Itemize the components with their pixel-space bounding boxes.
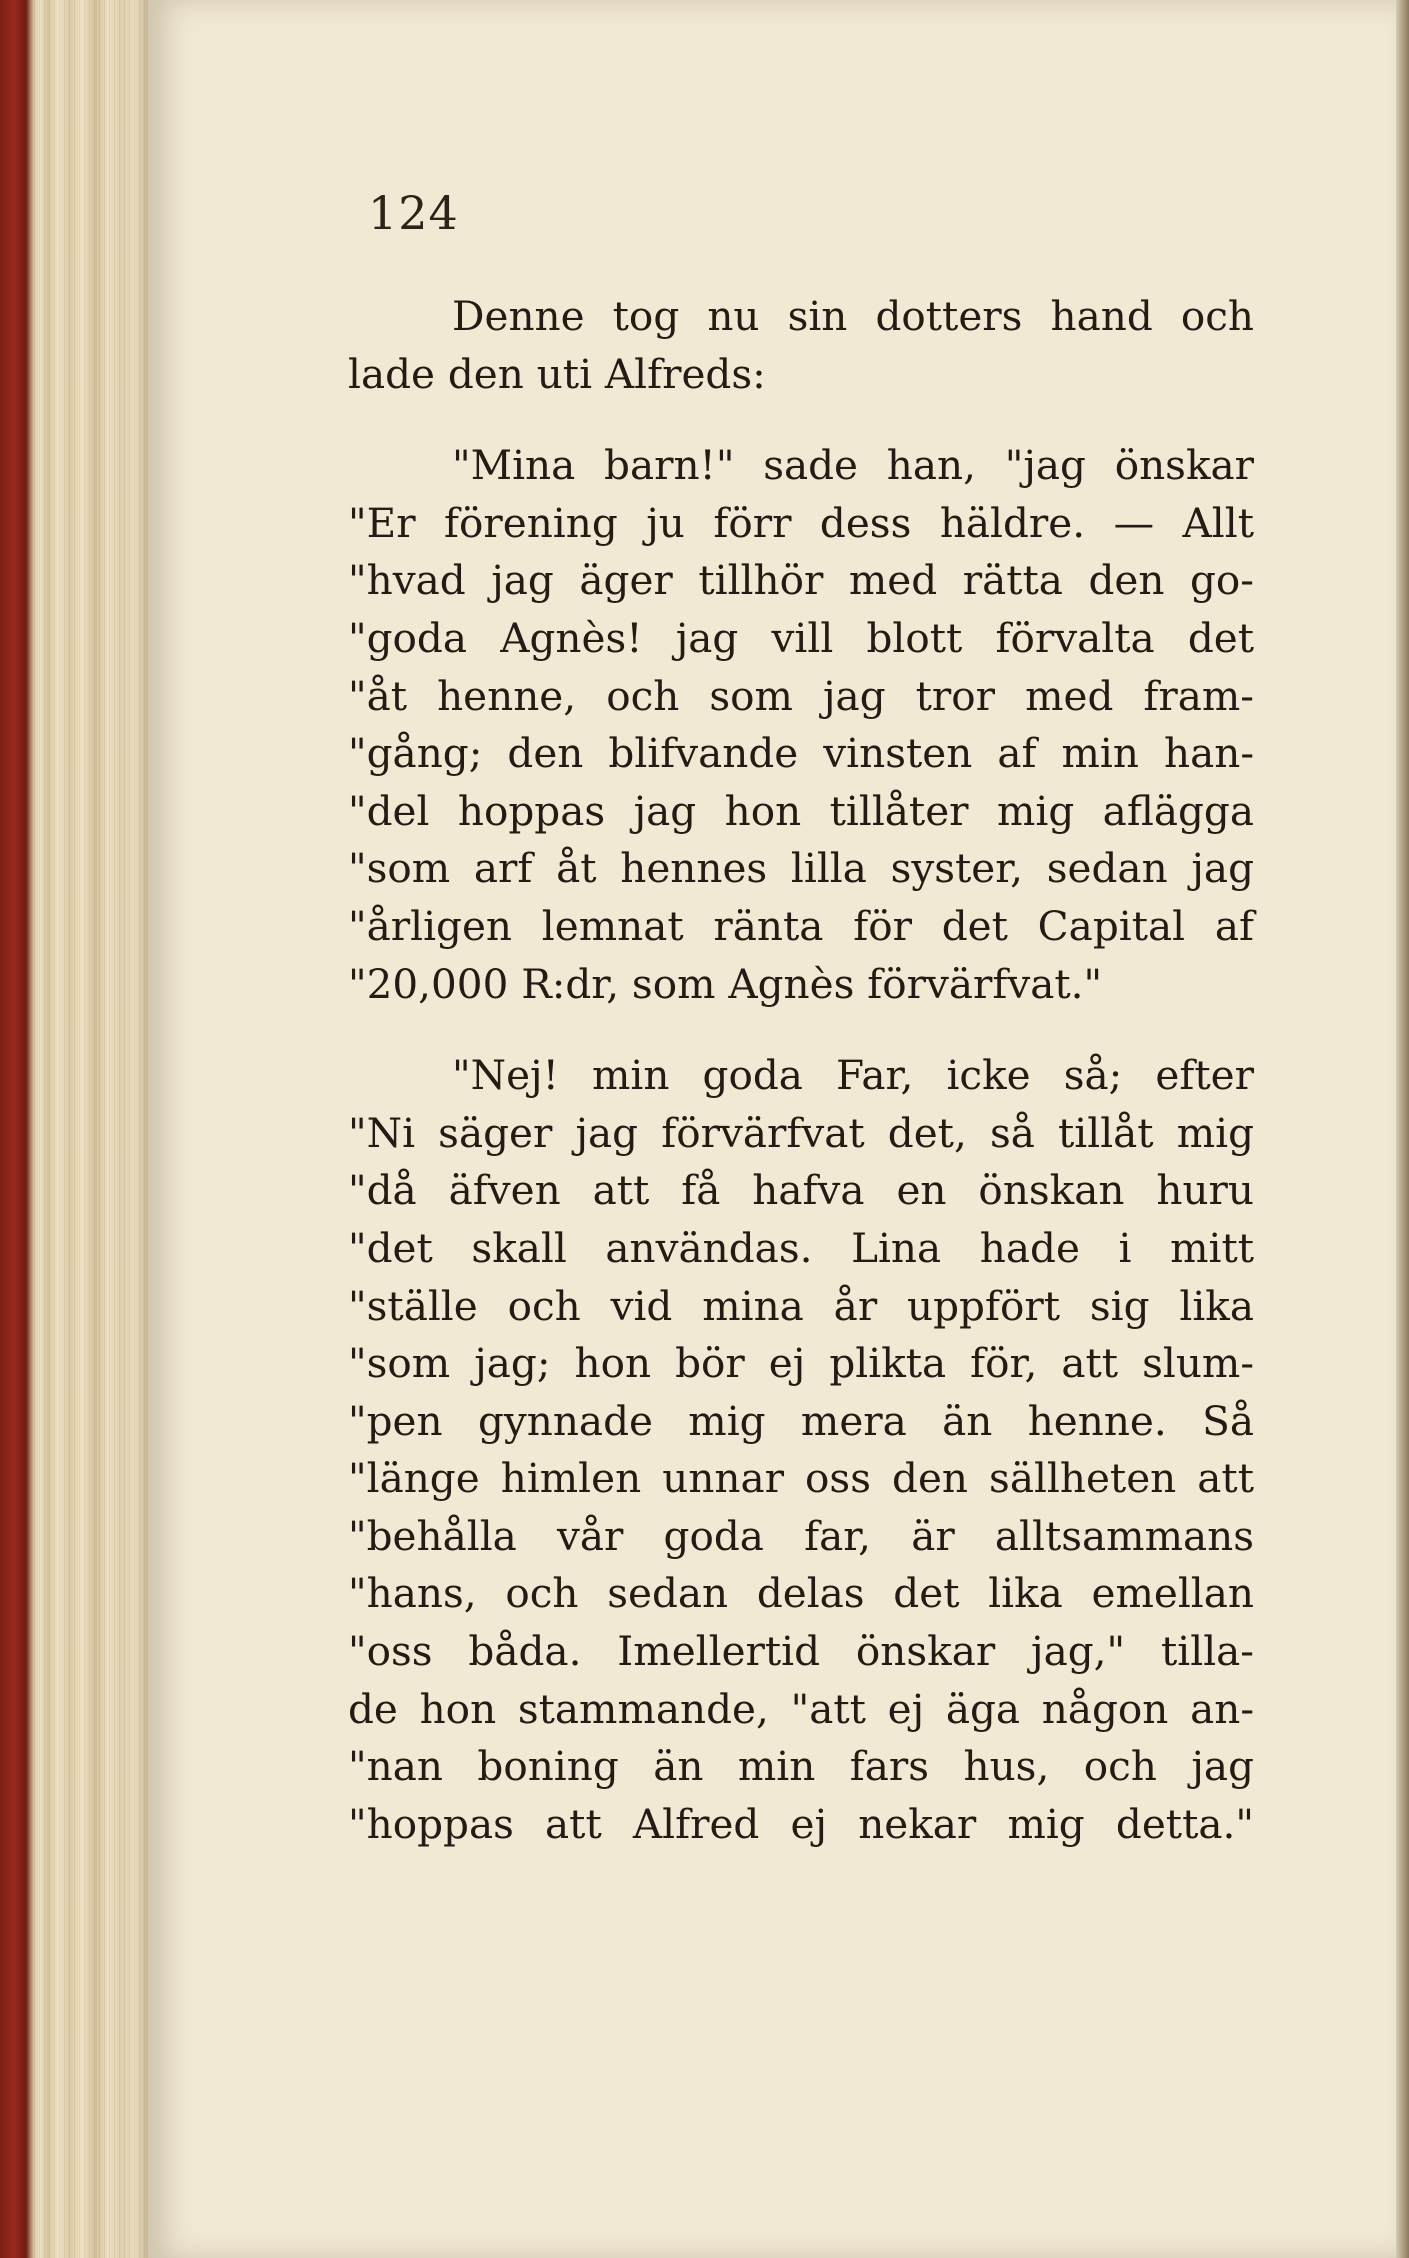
- text-line: "gång; den blifvande vinsten af min han-: [348, 729, 1254, 778]
- page-body-text: [348, 288, 1254, 1853]
- text-line: "Mina barn!" sade han, "jag önskar: [452, 441, 1254, 490]
- text-line: "oss båda. Imellertid önskar jag," tilla-: [348, 1627, 1254, 1676]
- text-line: "länge himlen unnar oss den sällheten att: [348, 1454, 1254, 1503]
- page-right-shadow: [1396, 0, 1409, 2258]
- page-edges-texture: [34, 0, 148, 2258]
- text-line: "20,000 R:dr, som Agnès förvärfvat.": [348, 959, 1103, 1008]
- page-number: 124: [368, 186, 459, 240]
- text-line: "ställe och vid mina år uppfört sig lika: [348, 1281, 1254, 1330]
- text-line: de hon stammande, "att ej äga någon an-: [348, 1684, 1254, 1733]
- text-line: "hoppas att Alfred ej nekar mig detta.": [348, 1799, 1254, 1848]
- text-line: "hans, och sedan delas det lika emellan: [348, 1569, 1254, 1618]
- text-line: "åt henne, och som jag tror med fram-: [348, 671, 1254, 720]
- text-line: lade den uti Alfreds:: [348, 349, 766, 398]
- text-line: "Er förening ju förr dess häldre. — Allt: [348, 498, 1254, 547]
- text-line: Denne tog nu sin dotters hand och: [452, 292, 1254, 340]
- text-line: "Ni säger jag förvärfvat det, så tillåt mig: [348, 1108, 1254, 1157]
- text-line: "behålla vår goda far, är alltsammans: [348, 1511, 1254, 1560]
- text-line: "pen gynnade mig mera än henne. Så: [348, 1396, 1254, 1445]
- text-line: "del hoppas jag hon tillåter mig aflägga: [348, 786, 1254, 835]
- text-line: "hvad jag äger tillhör med rätta den go-: [348, 556, 1254, 605]
- text-line: "nan boning än min fars hus, och jag: [348, 1742, 1254, 1791]
- text-line: "som jag; hon bör ej plikta för, att slum-: [348, 1339, 1254, 1388]
- text-line: "Nej! min goda Far, icke så; efter: [452, 1051, 1254, 1100]
- text-line: "goda Agnès! jag vill blott förvalta det: [348, 613, 1254, 662]
- text-line: "det skall användas. Lina hade i mitt: [348, 1223, 1254, 1272]
- text-line: "som arf åt hennes lilla syster, sedan jag: [348, 844, 1254, 893]
- text-line: "årligen lemnat ränta för det Capital af: [348, 901, 1254, 950]
- text-line: "då äfven att få hafva en önskan huru: [348, 1166, 1254, 1215]
